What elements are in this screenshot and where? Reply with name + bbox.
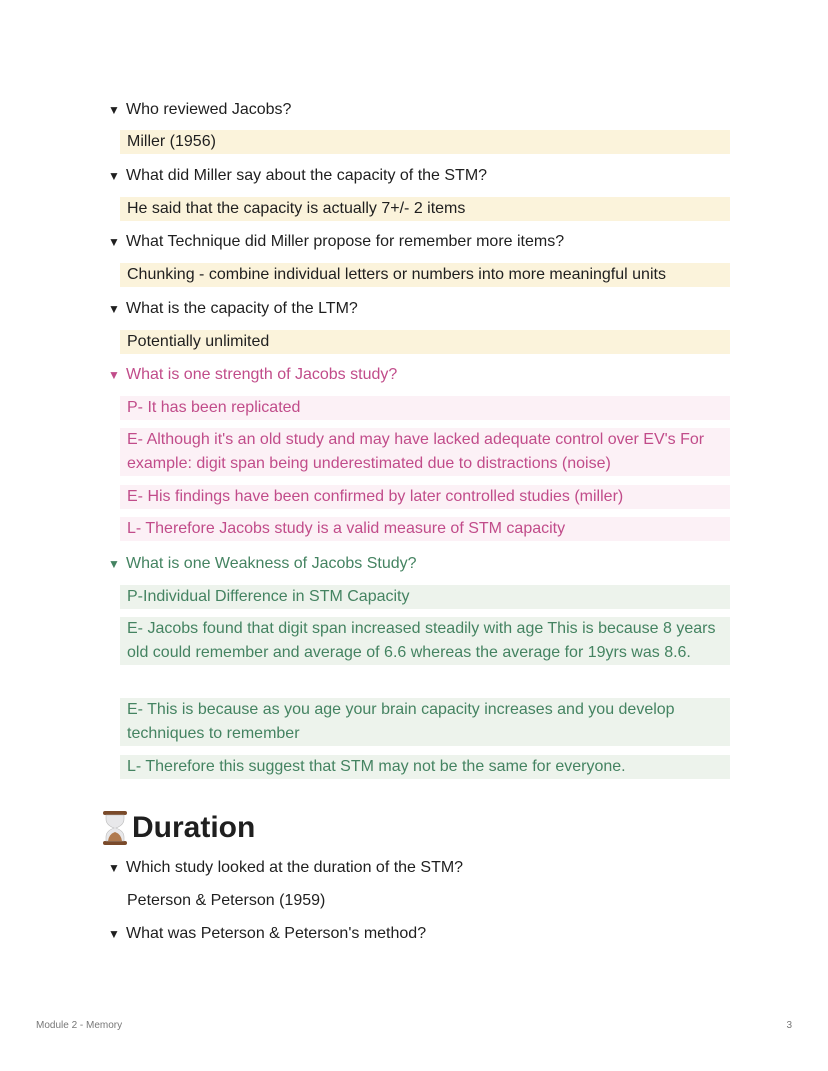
toggle-question[interactable]: [108, 98, 291, 122]
toggle-triangle-icon[interactable]: ▼: [108, 557, 120, 571]
section-heading-duration: [100, 808, 255, 848]
toggle-question[interactable]: [108, 297, 358, 321]
toggle-question[interactable]: [108, 922, 426, 946]
toggle-question[interactable]: [108, 164, 487, 188]
page-number: 3: [786, 1020, 792, 1031]
toggle-triangle-icon[interactable]: ▼: [108, 861, 120, 875]
toggle-triangle-icon[interactable]: ▼: [108, 368, 120, 382]
answer-block: L- Therefore this suggest that STM may not be the same for everyone.: [120, 755, 730, 779]
question-text: Which study looked at the duration of the STM?: [126, 859, 464, 876]
toggle-triangle-icon[interactable]: ▼: [108, 235, 120, 249]
toggle-triangle-icon[interactable]: ▼: [108, 927, 120, 941]
question-text: What did Miller say about the capacity of the STM?: [126, 167, 488, 184]
answer-block: L- Therefore Jacobs study is a valid measure of STM capacity: [120, 517, 730, 541]
answer-block: E- Jacobs found that digit span increased steadily with age This is because 8 years old could remember and average of 6.6 whereas the average for 19yrs was 8.6.: [120, 617, 730, 665]
answer-block: E- This is because as you age your brain capacity increases and you develop techniques to remember: [120, 698, 730, 746]
answer-block: E- Although it's an old study and may have lacked adequate control over EV's For example: digit span being underestimated due to distractions (noise): [120, 428, 730, 476]
hourglass-icon: [100, 810, 132, 846]
heading-text: Duration: [132, 811, 256, 844]
toggle-question[interactable]: [108, 363, 397, 387]
answer-block: He said that the capacity is actually 7+/- 2 items: [120, 197, 730, 221]
answer-block: Chunking - combine individual letters or numbers into more meaningful units: [120, 263, 730, 287]
toggle-question[interactable]: [108, 856, 463, 880]
answer-block: Potentially unlimited: [120, 330, 730, 354]
answer-block: P-Individual Difference in STM Capacity: [120, 585, 730, 609]
toggle-question[interactable]: [108, 230, 564, 254]
footer-title: Module 2 - Memory: [36, 1020, 123, 1031]
question-text: What is one Weakness of Jacobs Study?: [126, 555, 417, 572]
toggle-question[interactable]: [108, 552, 417, 576]
answer-block: E- His findings have been confirmed by later controlled studies (miller): [120, 485, 730, 509]
question-text: What is the capacity of the LTM?: [126, 300, 358, 317]
toggle-triangle-icon[interactable]: ▼: [108, 169, 120, 183]
toggle-triangle-icon[interactable]: ▼: [108, 103, 120, 117]
answer-block: Peterson & Peterson (1959): [127, 892, 326, 909]
question-text: What was Peterson & Peterson's method?: [126, 925, 427, 942]
question-text: What is one strength of Jacobs study?: [126, 366, 398, 383]
answer-block: Miller (1956): [120, 130, 730, 154]
question-text: Who reviewed Jacobs?: [126, 101, 292, 118]
question-text: What Technique did Miller propose for remember more items?: [126, 233, 565, 250]
toggle-triangle-icon[interactable]: ▼: [108, 302, 120, 316]
answer-block: P- It has been replicated: [120, 396, 730, 420]
